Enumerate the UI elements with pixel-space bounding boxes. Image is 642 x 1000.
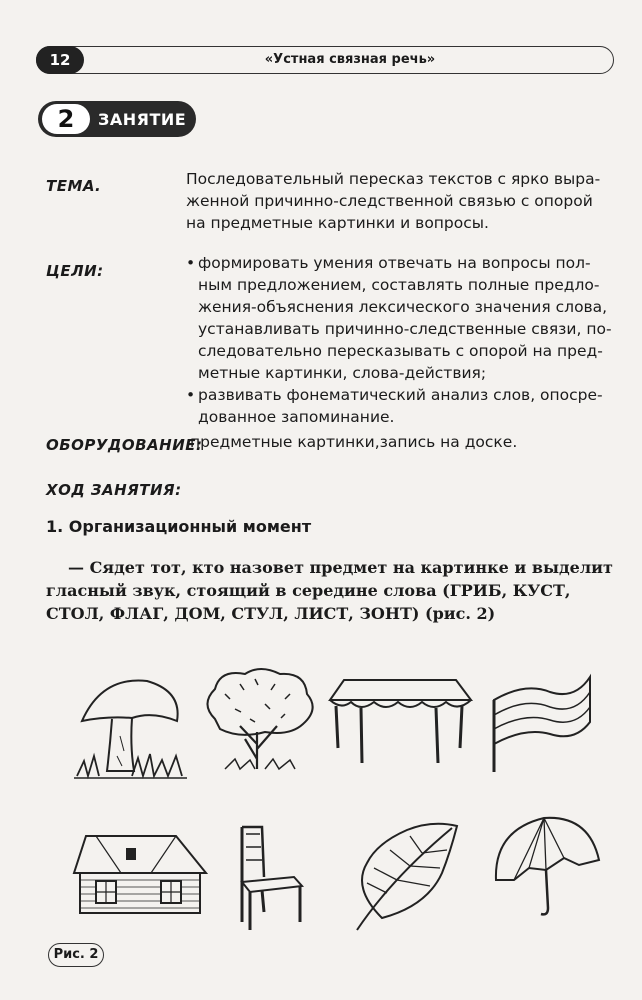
lesson-number: 2: [42, 104, 90, 134]
goal-item: [186, 384, 618, 428]
goal-item: [186, 252, 618, 384]
house-icon: [66, 818, 216, 918]
section-title: 1. Организационный момент: [46, 517, 312, 536]
task-line: — Сядет тот, кто назовет предмет на картинке и выделит: [68, 558, 613, 577]
mushroom-icon: [72, 676, 192, 786]
table-icon: [326, 678, 474, 768]
goal-line: ным предложением, составлять полные предло-: [198, 276, 600, 294]
theme-line: женной причинно-следственной связью с опорой: [186, 192, 593, 210]
goals-list: [186, 252, 618, 428]
theme-line: на предметные картинки и вопросы.: [186, 214, 489, 232]
goal-line: жения-объяснения лексического значения слова,: [198, 298, 608, 316]
figure-label: Рис. 2: [48, 943, 104, 967]
goals-label: ЦЕЛИ:: [46, 262, 104, 280]
chair-icon: [232, 822, 312, 932]
task-line: гласный звук, стоящий в середине слова (ГРИБ, КУСТ,: [46, 581, 571, 600]
task-text: [46, 556, 616, 625]
equipment-label: ОБОРУДОВАНИЕ:: [46, 436, 203, 454]
goal-line: дованное запоминание.: [198, 408, 395, 426]
theme-text: [186, 168, 616, 234]
equipment-text: предметные картинки,запись на доске.: [190, 433, 518, 451]
goal-line: формировать умения отвечать на вопросы пол-: [198, 254, 591, 272]
lesson-word: ЗАНЯТИЕ: [98, 110, 187, 129]
bullet-dot: •: [186, 386, 196, 404]
goal-line: метные картинки, слова-действия;: [198, 364, 487, 382]
goal-line: устанавливать причинно-следственные связи, по-: [198, 320, 612, 338]
umbrella-icon: [484, 810, 604, 920]
leaf-icon: [352, 818, 462, 933]
task-line: СТОЛ, ФЛАГ, ДОМ, СТУЛ, ЛИСТ, ЗОНТ) (рис. 2): [46, 604, 496, 623]
bush-icon: [195, 664, 325, 774]
course-label: ХОД ЗАНЯТИЯ:: [46, 481, 182, 499]
page-number: 12: [36, 46, 84, 74]
goal-line: развивать фонематический анализ слов, опосре-: [198, 386, 603, 404]
running-title: «Устная связная речь»: [264, 52, 436, 67]
bullet-dot: •: [186, 254, 196, 272]
theme-line: Последовательный пересказ текстов с ярко выра-: [186, 170, 601, 188]
theme-label: ТЕМА.: [46, 177, 102, 195]
goal-line: следовательно пересказывать с опорой на пред-: [198, 342, 603, 360]
flag-icon: [480, 672, 600, 772]
